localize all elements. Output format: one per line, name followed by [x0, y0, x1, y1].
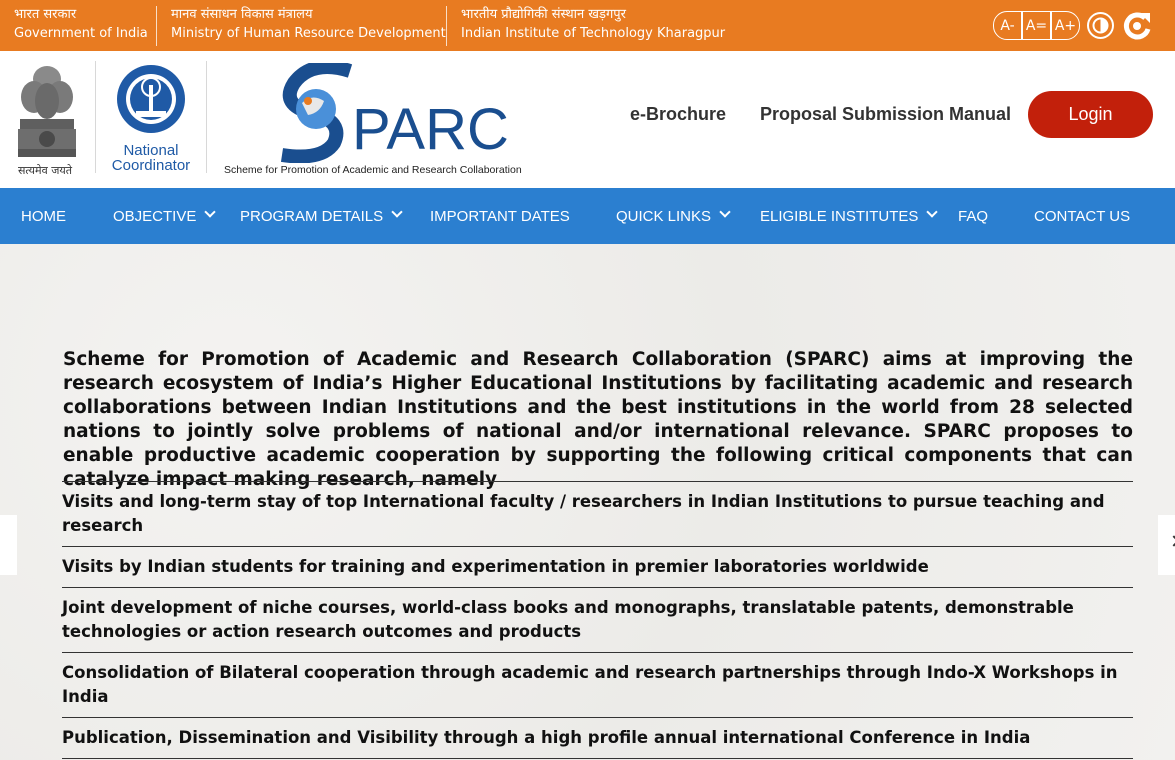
nav-eligible-institutes[interactable] [760, 188, 936, 244]
e-brochure-link[interactable]: e-Brochure [630, 104, 727, 124]
mhrd-english: Ministry of Human Resource Development [171, 26, 446, 41]
sparc-logo[interactable] [222, 63, 527, 179]
gov-of-india[interactable] [0, 6, 155, 46]
components-list [62, 481, 1133, 759]
government-bar [0, 0, 1175, 51]
nav-label: IMPORTANT DATES [430, 207, 570, 225]
mhrd-hindi: मानव संसाधन विकास मंत्रालय [171, 7, 313, 22]
gov-hindi: भारत सरकार [14, 7, 77, 22]
nav-label: CONTACT US [1034, 207, 1131, 225]
nav-label: FAQ [958, 207, 989, 225]
nav-contact-us[interactable] [1034, 188, 1130, 244]
font-reset-button[interactable]: A= [1022, 11, 1051, 40]
header-divider [95, 61, 96, 173]
list-item: Joint development of niche courses, world-class books and monographs, translatable patents, demonstrable technologies or action research outcomes and products [62, 588, 1133, 653]
gov-english: Government of India [14, 26, 148, 41]
contrast-icon[interactable] [1087, 12, 1114, 39]
list-item: Visits and long-term stay of top International faculty / researchers in Indian Institutions to pursue teaching and research [62, 482, 1133, 547]
list-item: Visits by Indian students for training and experimentation in premier laboratories worldwide [62, 547, 1133, 588]
coordinator-label-1: National [123, 142, 179, 159]
nav-label: OBJECTIVE [113, 207, 197, 225]
nav-faq[interactable] [958, 188, 988, 244]
nav-label: QUICK LINKS [616, 207, 712, 225]
nav-quick-links[interactable] [616, 188, 729, 244]
chevron-down-icon [205, 206, 216, 217]
mhrd[interactable] [156, 6, 445, 46]
site-header [0, 51, 1175, 188]
refresh-icon[interactable] [1120, 9, 1154, 43]
list-item: Consolidation of Bilateral cooperation through academic and research partnerships through Indo-X Workshops in India [62, 653, 1133, 718]
iit-kgp-logo [108, 61, 194, 181]
main-nav [0, 188, 1175, 244]
coordinator-label-2: Coordinator [111, 157, 191, 174]
sparc-intro-text: Scheme for Promotion of Academic and Research Collaboration (SPARC) aims at improving the research ecosystem of India’s Higher Educational Institutions by facilitating academic and research collaborations between Indian Institutions and the best institutions in the world from 28 selected nations to jointly solve problems of national and/or international relevance. SPARC proposes to enable productive academic cooperation by supporting the following critical components that can catalyze impact making research, namely [63, 349, 1133, 490]
chevron-down-icon [719, 206, 730, 217]
iit-english: Indian Institute of Technology Kharagpur [461, 26, 726, 41]
header-divider [206, 61, 207, 173]
font-size-controls [993, 11, 1080, 40]
list-item: Publication, Dissemination and Visibility through a high profile annual international Conference in India [62, 718, 1133, 759]
sparc-wordmark: PARC [352, 97, 509, 162]
sparc-subtitle: Scheme for Promotion of Academic and Research Collaboration [224, 164, 522, 176]
national-emblem-logo [10, 59, 84, 181]
emblem-caption: सत्यमेव जयते [18, 164, 73, 177]
login-button[interactable]: Login [1028, 91, 1153, 138]
chevron-down-icon [391, 206, 402, 217]
chevron-down-icon [927, 206, 938, 217]
iit-kgp[interactable] [446, 6, 746, 46]
nav-label: HOME [21, 207, 66, 225]
nav-objective[interactable] [113, 188, 214, 244]
font-decrease-button[interactable]: A- [993, 11, 1022, 40]
nav-home[interactable] [21, 188, 66, 244]
iit-hindi: भारतीय प्रौद्योगिकी संस्थान खड़गपुर [461, 7, 626, 22]
proposal-manual-link[interactable]: Proposal Submission Manual [760, 104, 1012, 124]
nav-important-dates[interactable] [430, 188, 570, 244]
slider-prev-tab[interactable] [0, 515, 17, 575]
font-increase-button[interactable]: A+ [1051, 11, 1080, 40]
nav-program-details[interactable] [240, 188, 401, 244]
nav-label: PROGRAM DETAILS [240, 207, 384, 225]
nav-label: ELIGIBLE INSTITUTES [760, 207, 919, 225]
